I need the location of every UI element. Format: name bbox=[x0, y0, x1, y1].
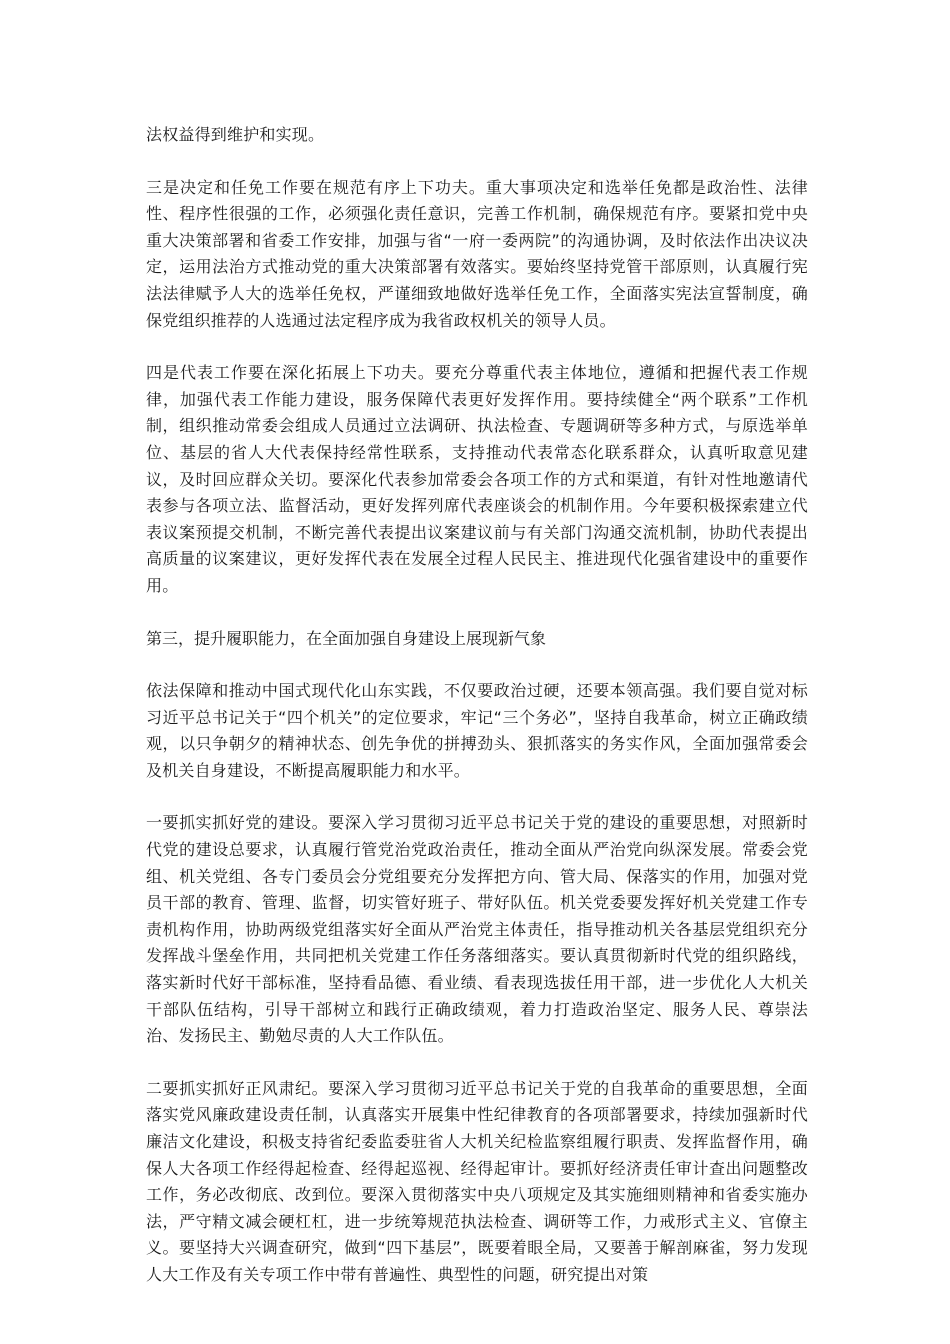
document-page bbox=[146, 122, 808, 1315]
paragraph-rights-protection: 法权益得到维护和实现。 bbox=[146, 125, 325, 144]
paragraph-discipline: 二要抓实抓好正风肃纪。要深入学习贯彻习近平总书记关于党的自我革命的重要思想，全面落实党风廉政建设责任制，认真落实开展集中性纪律教育的各项部署要求，持续加强新时代廉洁文化建设，积极支持省纪委监委驻省人大机关纪检监察组履行职责、发挥监督作用，确保人大各项工作经得起检查、经得起巡视、经得起审计。要抓好经济责任审计查出问题整改工作，务必改彻底、改到位。要深入贯彻落实中央八项规定及其实施细则精神和省委实施办法，严守精文减会硬杠杠，进一步统筹规范执法检查、调研等工作，力戒形式主义、官僚主义。要坚持大兴调查研究，做到“四下基层”，既要着眼全局，又要善于解剖麻雀，努力发现人大工作及有关专项工作中带有普遍性、典型性的问题，研究提出对策 bbox=[146, 1078, 808, 1284]
paragraph-decision-appointment: 三是决定和任免工作要在规范有序上下功夫。重大事项决定和选举任免都是政治性、法律性、程序性很强的工作，必须强化责任意识，完善工作机制，确保规范有序。要紧扣党中央重大决策部署和省委工作安排，加强与省“一府一委两院”的沟通协调，及时依法作出决议决定，运用法治方式推动党的重大决策部署有效落实。要始终坚持党管干部原则，认真履行宪法法律赋予人大的选举任免权，严谨细致地做好选举任免工作，全面落实宪法宣誓制度，确保党组织推荐的人选通过法定程序成为我省政权机关的领导人员。 bbox=[146, 177, 808, 330]
paragraph-deputy-work: 四是代表工作要在深化拓展上下功夫。要充分尊重代表主体地位，遵循和把握代表工作规律，加强代表工作能力建设，服务保障代表更好发挥作用。要持续健全“两个联系”工作机制，组织推动常委会组成人员通过立法调研、执法检查、专题调研等多种方式，与原选举单位、基层的省人大代表保持经常性联系，支持推动代表常态化联系群众，认真听取意见建议，及时回应群众关切。要深化代表参加常委会各项工作的方式和渠道，有针对性地邀请代表参与各项立法、监督活动，更好发挥列席代表座谈会的机制作用。今年要积极探索建立代表议案预提交机制，不断完善代表提出议案建议前与有关部门沟通交流机制，协助代表提出高质量的议案建议，更好发挥代表在发展全过程人民民主、推进现代化强省建设中的重要作用。 bbox=[146, 363, 808, 595]
paragraph-party-building: 一要抓实抓好党的建设。要深入学习贯彻习近平总书记关于党的建设的重要思想，对照新时代党的建设总要求，认真履行管党治党政治责任，推动全面从严治党向纵深发展。常委会党组、机关党组、各专门委员会分党组要充分发挥把方向、管大局、保落实的作用，加强对党员干部的教育、管理、监督，切实管好班子、带好队伍。机关党委要发挥好机关党建工作专责机构作用，协助两级党组落实好全面从严治党主体责任，指导推动机关各基层党组织充分发挥战斗堡垒作用，共同把机关党建工作任务落细落实。要认真贯彻新时代党的组织路线，落实新时代好干部标准，坚持看品德、看业绩、看表现选拔任用干部，进一步优化人大机关干部队伍结构，引导干部树立和践行正确政绩观，着力打造政治坚定、服务人民、尊崇法治、发扬民主、勤勉尽责的人大工作队伍。 bbox=[146, 813, 808, 1046]
section-heading-capability: 第三，提升履职能力，在全面加强自身建设上展现新气象 bbox=[146, 628, 547, 648]
paragraph-modernization: 依法保障和推动中国式现代化山东实践，不仅要政治过硬，还要本领高强。我们要自觉对标习近平总书记关于“四个机关”的定位要求，牢记“三个务必”，坚持自我革命，树立正确政绩观，以只争朝夕的精神状态、创先争优的拼搏劲头、狠抓落实的务实作风，全面加强常委会及机关自身建设，不断提高履职能力和水平。 bbox=[146, 681, 808, 780]
